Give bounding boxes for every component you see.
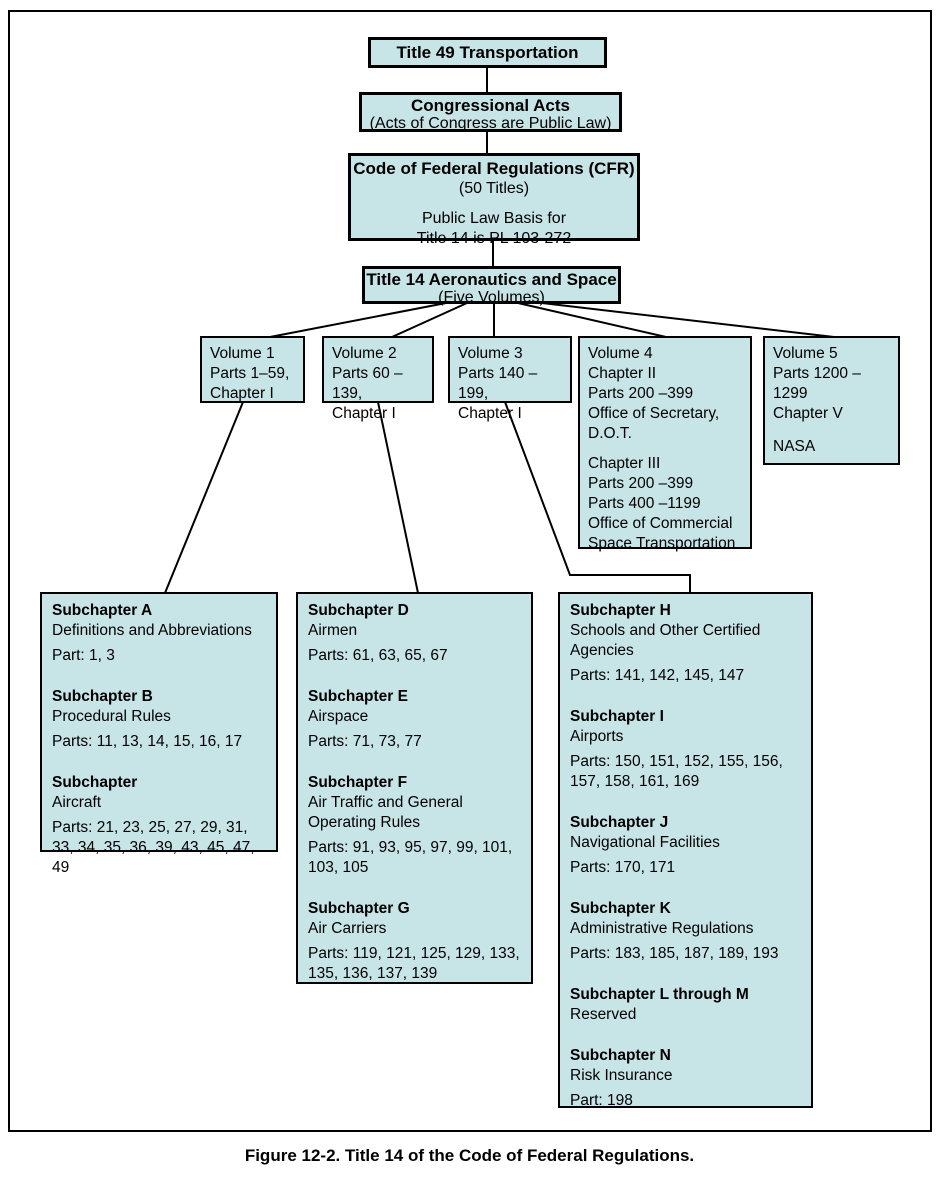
title-14-subtitle: (Five Volumes) bbox=[438, 289, 545, 306]
subchapter-parts: Parts: 119, 121, 125, 129, 133, 135, 136, 137, 139 bbox=[308, 945, 520, 982]
title-14-label: Title 14 Aeronautics and Space bbox=[366, 270, 617, 289]
volume-2-name: Volume 2 bbox=[332, 345, 397, 362]
volume-5-nasa-label: NASA bbox=[773, 438, 816, 455]
box-congressional-acts bbox=[359, 92, 622, 132]
subchapter-description: Risk Insurance bbox=[570, 1067, 673, 1084]
subchapter-parts: Parts: 91, 93, 95, 97, 99, 101, 103, 105 bbox=[308, 839, 513, 876]
subchapter-parts: Parts: 21, 23, 25, 27, 29, 31, 33, 34, 35, 36, 39, 43, 45, 47, 49 bbox=[52, 819, 255, 876]
subchapter-entry bbox=[308, 773, 525, 878]
figure-caption: Figure 12-2. Title 14 of the Code of Federal Regulations. bbox=[244, 1146, 695, 1165]
subchapter-name: Subchapter bbox=[52, 774, 138, 791]
volume-4-line: Chapter II bbox=[588, 365, 657, 382]
subchapter-entry bbox=[52, 773, 270, 878]
congressional-acts-title: Congressional Acts bbox=[410, 96, 571, 115]
subchapter-parts: Parts: 71, 73, 77 bbox=[308, 733, 422, 750]
subchapter-description: Administrative Regulations bbox=[570, 920, 754, 937]
subchapter-parts: Parts: 141, 142, 145, 147 bbox=[570, 667, 745, 684]
subchapter-parts: Part: 198 bbox=[570, 1092, 633, 1109]
volume-1-line: Parts 1–59, bbox=[210, 365, 290, 382]
subchapter-name: Subchapter K bbox=[570, 900, 671, 917]
volume-1-line: Chapter I bbox=[210, 385, 274, 402]
subchapter-description: Aircraft bbox=[52, 794, 102, 811]
volume-2-line: Parts 60 –139, bbox=[332, 365, 403, 402]
subchapter-description: Procedural Rules bbox=[52, 708, 171, 725]
subchapter-entry bbox=[52, 601, 270, 666]
volume-5-line: Parts 1200 –1299 bbox=[773, 365, 861, 402]
subchapter-description: Reserved bbox=[570, 1006, 637, 1023]
subchapter-name: Subchapter G bbox=[308, 900, 410, 917]
subchapter-name: Subchapter J bbox=[570, 814, 669, 831]
cfr-spacer bbox=[351, 199, 637, 209]
box-volume-3 bbox=[448, 336, 572, 422]
subchapter-description: Airmen bbox=[308, 622, 358, 639]
box-volume-1 bbox=[200, 336, 305, 403]
subchapter-parts: Parts: 170, 171 bbox=[570, 859, 676, 876]
volume-4-line: D.O.T. bbox=[588, 425, 632, 442]
volume-3-line: Parts 140 –199, bbox=[458, 365, 538, 402]
volume-5-line: Chapter V bbox=[773, 405, 843, 422]
volume-5-name: Volume 5 bbox=[773, 345, 838, 362]
box-volume-4 bbox=[578, 336, 752, 552]
box-subchapters-d-g bbox=[296, 592, 533, 984]
subchapter-parts: Parts: 150, 151, 152, 155, 156, 157, 158, 161, 169 bbox=[570, 753, 783, 790]
subchapter-name: Subchapter N bbox=[570, 1047, 671, 1064]
cfr-title: Code of Federal Regulations (CFR) bbox=[353, 159, 635, 178]
volume-3-name: Volume 3 bbox=[458, 345, 523, 362]
box-subchapters-h-n bbox=[558, 592, 813, 1108]
volume-4-line: Office of Commercial bbox=[588, 515, 733, 532]
subchapter-entry bbox=[570, 1046, 805, 1111]
subchapter-name: Subchapter D bbox=[308, 602, 409, 619]
box-title-49 bbox=[368, 37, 607, 68]
subchapter-parts: Parts: 11, 13, 14, 15, 16, 17 bbox=[52, 733, 243, 750]
subchapter-name: Subchapter I bbox=[570, 708, 664, 725]
subchapter-entry bbox=[308, 687, 525, 752]
box-subchapters-a-c bbox=[40, 592, 278, 876]
subchapter-entry bbox=[570, 707, 805, 792]
subchapter-entry bbox=[570, 899, 805, 964]
subchapter-name: Subchapter L through M bbox=[570, 986, 749, 1003]
volume-4-line: Parts 200 –399 bbox=[588, 475, 694, 492]
subchapter-description: Schools and Other Certified Agencies bbox=[570, 622, 761, 659]
subchapter-description: Airspace bbox=[308, 708, 369, 725]
subchapter-entry bbox=[308, 899, 525, 984]
subchapter-description: Navigational Facilities bbox=[570, 834, 720, 851]
subchapter-parts: Part: 1, 3 bbox=[52, 647, 115, 664]
subchapter-parts: Parts: 61, 63, 65, 67 bbox=[308, 647, 448, 664]
box-cfr bbox=[348, 153, 640, 247]
cfr-subtitle: (50 Titles) bbox=[458, 180, 530, 197]
volume-4-name: Volume 4 bbox=[588, 345, 653, 362]
connector-volume1-subchapterA bbox=[165, 402, 243, 593]
volume-4-line: Chapter III bbox=[588, 455, 661, 472]
volume-2-line: Chapter I bbox=[332, 405, 396, 422]
volume-3-line: Chapter I bbox=[458, 405, 522, 422]
subchapter-description: Airports bbox=[570, 728, 624, 745]
volume-4-line: Parts 400 –1199 bbox=[588, 495, 701, 512]
congressional-acts-subtitle: (Acts of Congress are Public Law) bbox=[369, 115, 612, 132]
subchapter-description: Definitions and Abbreviations bbox=[52, 622, 252, 639]
volume-4-line: Space Transportation bbox=[588, 535, 736, 552]
box-volume-5 bbox=[763, 336, 900, 465]
subchapter-entry bbox=[570, 813, 805, 878]
subchapter-description: Air Carriers bbox=[308, 920, 387, 937]
connector-title14-volume2 bbox=[392, 303, 467, 337]
volume-4-line: Office of Secretary, bbox=[588, 405, 720, 422]
subchapter-name: Subchapter E bbox=[308, 688, 408, 705]
cfr-note-line2: Title 14 is PL 103-272 bbox=[416, 230, 572, 247]
subchapter-entry bbox=[570, 601, 805, 686]
volume-4-line: Parts 200 –399 bbox=[588, 385, 694, 402]
subchapter-name: Subchapter B bbox=[52, 688, 153, 705]
connector-title14-volume1 bbox=[270, 303, 446, 337]
subchapter-name: Subchapter F bbox=[308, 774, 408, 791]
subchapter-entry bbox=[570, 985, 805, 1025]
volume-1-name: Volume 1 bbox=[210, 345, 275, 362]
title-49-label: Title 49 Transportation bbox=[396, 43, 579, 62]
cfr-note-line1: Public Law Basis for bbox=[421, 210, 567, 227]
subchapter-description: Air Traffic and General Operating Rules bbox=[308, 794, 463, 831]
box-volume-2 bbox=[322, 336, 434, 422]
subchapter-name: Subchapter A bbox=[52, 602, 153, 619]
subchapter-entry bbox=[52, 687, 270, 752]
subchapter-entry bbox=[308, 601, 525, 666]
connector-volume2-subchapterD bbox=[378, 402, 418, 593]
box-title-14 bbox=[362, 266, 621, 304]
subchapter-parts: Parts: 183, 185, 187, 189, 193 bbox=[570, 945, 779, 962]
connector-title14-volume5 bbox=[542, 303, 834, 337]
subchapter-name: Subchapter H bbox=[570, 602, 671, 619]
